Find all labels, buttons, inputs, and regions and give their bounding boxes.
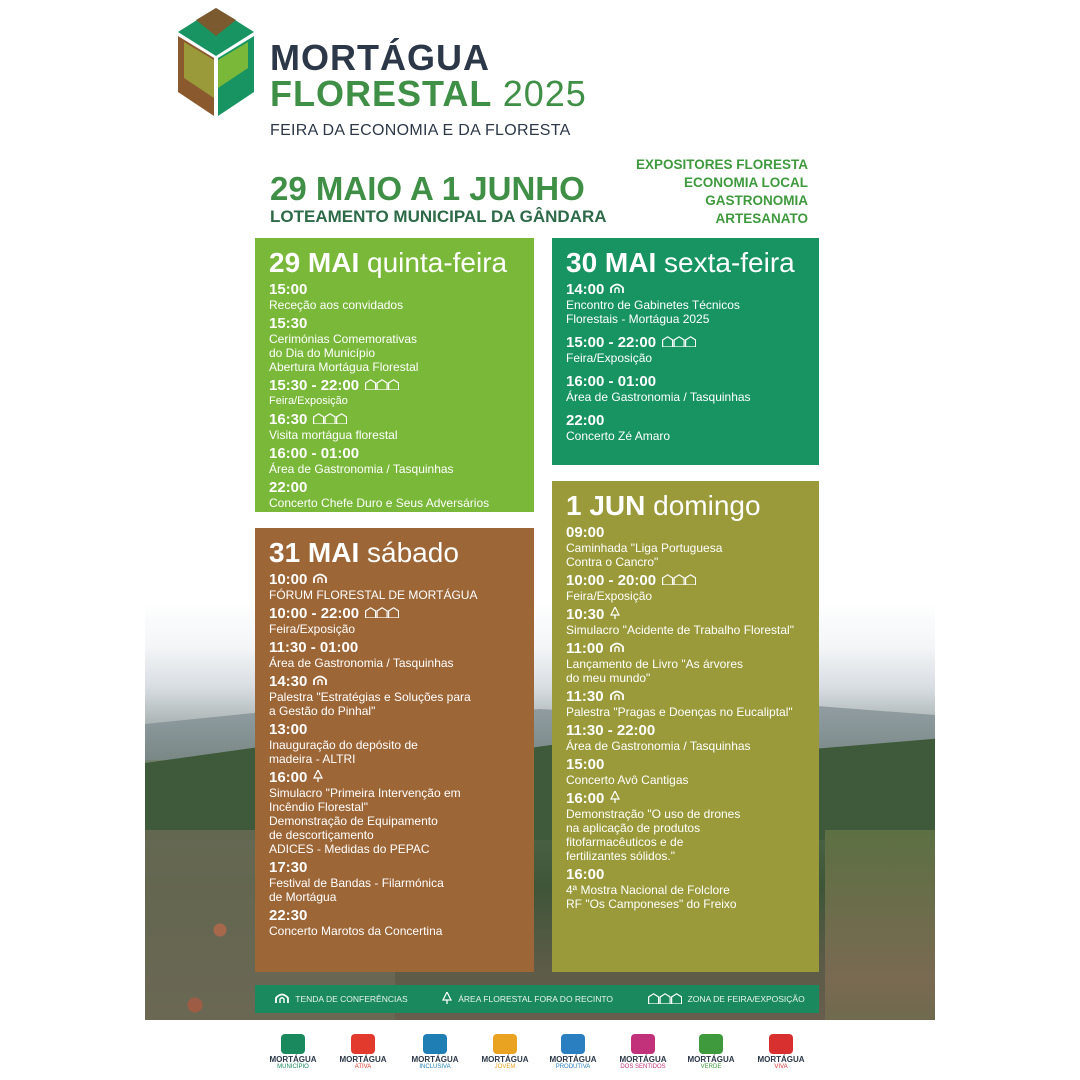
event-time-text: 16:00 - 01:00 — [566, 373, 657, 391]
event-time-text: 22:00 — [566, 412, 605, 430]
event-description: Concerto Avô Cantigas — [566, 773, 689, 788]
event-description: Inauguração do depósito de madeira - ALTRI — [269, 738, 418, 767]
fair-stalls-icon — [648, 993, 682, 1006]
event-item — [566, 607, 805, 637]
forest-area-icon — [610, 791, 620, 807]
category-item: ECONOMIA LOCAL — [684, 175, 808, 190]
event-time-text: 16:00 — [566, 866, 605, 884]
event-description: FÓRUM FLORESTAL DE MORTÁGUA — [269, 588, 478, 603]
event-title-line1: MORTÁGUA — [270, 37, 490, 78]
partner-logo-sub: MUNICÍPIO — [277, 1064, 309, 1070]
event-item — [566, 335, 805, 365]
fair-stalls-icon — [662, 573, 696, 589]
day-box-29-mai — [255, 238, 534, 512]
partner-logo-name: MORTÁGUA — [481, 1055, 529, 1064]
event-time-text: 11:00 — [566, 640, 604, 658]
partner-logo-sub: VIVA — [774, 1064, 788, 1070]
event-description: Demonstração "O uso de drones na aplicação de produtos fitofarmacêuticos e de fertilizantes sólidos." — [566, 807, 741, 864]
event-description: Simulacro "Acidente de Trabalho Florestal" — [566, 623, 794, 638]
event-time — [566, 525, 805, 541]
fair-stalls-icon — [662, 335, 696, 351]
event-date: 29 MAIO A 1 JUNHO — [270, 170, 585, 207]
event-time-text: 10:30 — [566, 606, 605, 624]
partner-logo-mark — [351, 1034, 375, 1054]
partner-logo-name: MORTÁGUA — [269, 1055, 317, 1064]
day-box-1-jun — [552, 481, 819, 972]
partner-logo-mark — [493, 1034, 517, 1054]
partner-logo-sub: JOVEM — [494, 1064, 516, 1070]
legend-item — [436, 992, 613, 1006]
event-subtitle: FEIRA DA ECONOMIA E DA FLORESTA — [270, 122, 571, 139]
category-item: ARTESANATO — [715, 211, 808, 226]
event-time-text: 11:30 - 01:00 — [269, 639, 359, 657]
legend-item — [269, 992, 407, 1006]
event-item — [566, 689, 805, 719]
event-time — [269, 770, 520, 786]
day-box-31-mai — [255, 528, 534, 972]
conference-tent-icon — [610, 689, 624, 705]
day-weekday: sexta-feira — [664, 247, 795, 278]
partner-logo — [678, 1034, 744, 1071]
day-heading — [566, 489, 805, 523]
event-description: Palestra "Pragas e Doenças no Eucaliptal" — [566, 705, 793, 720]
event-time — [269, 860, 520, 876]
event-description: Visita mortágua florestal — [269, 428, 398, 443]
fair-stalls-icon — [365, 378, 399, 394]
event-year: 2025 — [502, 73, 587, 114]
event-list — [269, 572, 520, 938]
event-time-text: 15:00 — [566, 756, 605, 774]
event-time — [566, 607, 805, 623]
partner-logo — [540, 1034, 606, 1071]
event-item — [269, 446, 520, 476]
event-title-line2 — [270, 74, 587, 114]
forest-area-icon — [313, 770, 323, 786]
event-time — [269, 412, 520, 428]
conference-tent-icon — [313, 572, 327, 588]
event-time-text: 13:00 — [269, 721, 308, 739]
category-list — [636, 156, 808, 228]
partner-logo-mark — [281, 1034, 305, 1054]
event-description: Concerto Zé Amaro — [566, 429, 671, 444]
day-date: 31 MAI — [269, 537, 360, 568]
event-item — [269, 480, 520, 510]
partner-logo — [330, 1034, 396, 1071]
event-time-text: 17:30 — [269, 859, 308, 877]
event-time — [566, 757, 805, 773]
event-time — [566, 791, 805, 807]
event-time — [269, 446, 520, 462]
event-time-text: 15:00 — [269, 281, 308, 298]
event-time-text: 15:30 - 22:00 — [269, 377, 360, 394]
event-item — [269, 908, 520, 938]
partner-logo — [472, 1034, 538, 1071]
event-time-text: 16:00 — [269, 769, 308, 787]
event-description: Área de Gastronomia / Tasquinhas — [566, 390, 751, 405]
event-time — [566, 689, 805, 705]
event-title-florestal: FLORESTAL — [270, 73, 492, 114]
conference-tent-icon — [313, 674, 327, 690]
partner-logo-sub: PRODUTIVA — [555, 1064, 591, 1070]
event-time — [566, 282, 805, 298]
event-time-text: 11:30 — [566, 688, 604, 706]
event-description: Feira/Exposição — [269, 622, 356, 637]
event-description: Cerimónias Comemorativas do Dia do Município Abertura Mortágua Florestal — [269, 332, 419, 374]
sponsor-footer — [145, 1020, 935, 1080]
event-description: Festival de Bandas - Filarmónica de Mortágua — [269, 876, 444, 905]
partner-logo-mark — [769, 1034, 793, 1054]
day-weekday: domingo — [653, 490, 761, 521]
event-description: Feira/Exposição — [566, 589, 653, 604]
fair-stalls-icon — [313, 412, 347, 428]
event-time — [566, 867, 805, 883]
event-description: 4ª Mostra Nacional de Folclore RF "Os Camponeses" do Freixo — [566, 883, 737, 912]
event-description: Receção aos convidados — [269, 298, 404, 312]
day-date: 30 MAI — [566, 247, 657, 278]
partner-logo — [402, 1034, 468, 1071]
event-item — [269, 860, 520, 904]
event-item — [566, 282, 805, 326]
day-date: 1 JUN — [566, 490, 646, 521]
legend-label: TENDA DE CONFERÊNCIAS — [295, 994, 408, 1004]
event-item — [566, 413, 805, 443]
event-description: Lançamento de Livro "As árvores do meu mundo" — [566, 657, 744, 686]
partner-logo-sub: INCLUSIVA — [419, 1064, 451, 1070]
legend-label: ÁREA FLORESTAL FORA DO RECINTO — [458, 994, 614, 1004]
conference-tent-icon — [610, 282, 624, 298]
event-list — [566, 282, 805, 443]
event-item — [566, 867, 805, 911]
event-time — [269, 282, 520, 298]
event-item — [269, 640, 520, 670]
event-time — [566, 723, 805, 739]
event-item — [269, 674, 520, 718]
event-description: Concerto Chefe Duro e Seus Adversários — [269, 496, 490, 511]
partner-logo-sub: DOS SENTIDOS — [620, 1064, 666, 1070]
event-time-text: 10:00 — [269, 571, 308, 588]
event-description: Feira/Exposição — [566, 351, 653, 366]
event-time — [269, 606, 520, 622]
event-time-text: 11:30 - 22:00 — [566, 722, 656, 740]
event-time-text: 15:30 — [269, 315, 308, 332]
event-description: Caminhada "Liga Portuguesa Contra o Cancro" — [566, 541, 723, 569]
partner-logo-mark — [561, 1034, 585, 1054]
day-box-30-mai — [552, 238, 819, 465]
event-item — [269, 606, 520, 636]
partner-logo-mark — [631, 1034, 655, 1054]
partner-logo-mark — [423, 1034, 447, 1054]
conference-tent-icon — [610, 641, 624, 657]
event-time-text: 16:30 — [269, 411, 308, 429]
event-item — [269, 722, 520, 766]
event-time — [566, 573, 805, 589]
event-item — [566, 525, 805, 569]
partner-logo-name: MORTÁGUA — [411, 1055, 459, 1064]
event-description: Concerto Marotos da Concertina — [269, 924, 443, 939]
event-description: Palestra "Estratégias e Soluções para a Gestão do Pinhal" — [269, 690, 471, 719]
event-time — [269, 674, 520, 690]
event-item — [269, 316, 520, 374]
event-description: Encontro de Gabinetes Técnicos Florestais - Mortágua 2025 — [566, 298, 740, 327]
forest-area-icon — [442, 992, 452, 1006]
event-description: Área de Gastronomia / Tasquinhas — [566, 739, 751, 754]
mortagua-florestal-logo — [178, 8, 254, 116]
event-item — [566, 757, 805, 787]
event-time — [269, 572, 520, 588]
partner-logo-name: MORTÁGUA — [549, 1055, 597, 1064]
event-item — [269, 378, 520, 408]
event-list — [269, 282, 520, 510]
fair-stalls-icon — [365, 606, 399, 622]
event-time-text: 22:00 — [269, 479, 308, 497]
partner-logo-name: MORTÁGUA — [687, 1055, 735, 1064]
event-time-text: 16:00 — [566, 790, 605, 808]
event-time — [269, 722, 520, 738]
event-time-text: 10:00 - 20:00 — [566, 572, 657, 589]
day-weekday: quinta-feira — [367, 247, 508, 278]
day-date: 29 MAI — [269, 247, 360, 278]
event-time — [269, 908, 520, 924]
event-time-text: 16:00 - 01:00 — [269, 445, 360, 463]
event-venue: LOTEAMENTO MUNICIPAL DA GÂNDARA — [270, 207, 607, 226]
day-heading — [269, 246, 520, 280]
event-item — [566, 641, 805, 685]
partner-logo-name: MORTÁGUA — [619, 1055, 667, 1064]
category-item: EXPOSITORES FLORESTA — [635, 157, 808, 172]
event-time — [566, 413, 805, 429]
event-time-text: 09:00 — [566, 524, 605, 541]
event-time — [269, 316, 520, 332]
event-time — [566, 374, 805, 390]
event-time-text: 14:00 — [566, 281, 605, 298]
day-heading — [566, 246, 805, 280]
event-time-text: 15:00 - 22:00 — [566, 334, 657, 352]
event-time — [566, 335, 805, 351]
event-item — [566, 791, 805, 863]
event-description: Feira/Exposição — [269, 395, 348, 408]
event-item — [566, 573, 805, 603]
event-item — [566, 723, 805, 753]
event-time — [566, 641, 805, 657]
partner-logo-mark — [699, 1034, 723, 1054]
event-item — [566, 374, 805, 404]
event-time — [269, 378, 520, 394]
partner-logo-sub: VERDE — [700, 1064, 722, 1070]
partner-logo — [610, 1034, 676, 1071]
partner-logo-name: MORTÁGUA — [757, 1055, 805, 1064]
event-item — [269, 412, 520, 442]
event-description: Área de Gastronomia / Tasquinhas — [269, 656, 454, 671]
forest-area-icon — [610, 607, 620, 623]
event-description: Simulacro "Primeira Intervenção em Incêndio Florestal" Demonstração de Equipamento de descortiçamento ADICES - Medidas do PEPAC — [269, 786, 461, 857]
legend-item — [642, 993, 805, 1006]
event-list — [566, 525, 805, 911]
partner-logo — [748, 1034, 814, 1071]
partner-logo — [260, 1034, 326, 1071]
event-time-text: 10:00 - 22:00 — [269, 605, 360, 623]
event-time — [269, 640, 520, 656]
event-time — [269, 480, 520, 496]
conference-tent-icon — [275, 992, 289, 1006]
partner-logo-sub: ATIVA — [354, 1064, 372, 1070]
day-weekday: sábado — [367, 537, 459, 568]
event-time-text: 14:30 — [269, 673, 308, 691]
event-item — [269, 572, 520, 602]
icon-legend — [255, 985, 819, 1013]
event-item — [269, 770, 520, 856]
event-description: Área de Gastronomia / Tasquinhas — [269, 462, 454, 477]
legend-label: ZONA DE FEIRA/EXPOSIÇÃO — [687, 994, 805, 1004]
category-item: GASTRONOMIA — [705, 193, 808, 208]
partner-logo-name: MORTÁGUA — [339, 1055, 387, 1064]
day-heading — [269, 536, 520, 570]
event-time-text: 22:30 — [269, 907, 308, 925]
event-item — [269, 282, 520, 312]
